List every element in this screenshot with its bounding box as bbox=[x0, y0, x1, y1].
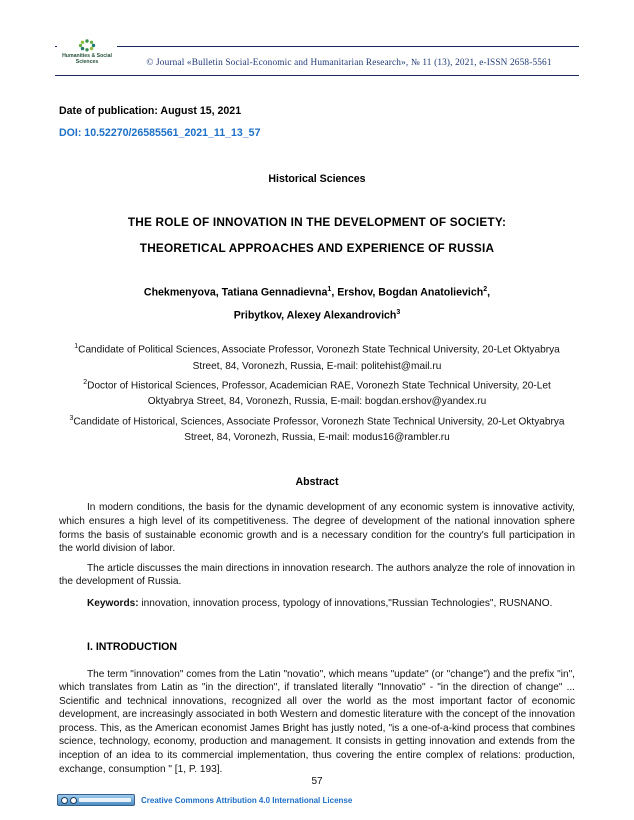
author-1-name: Chekmenyova, Tatiana Gennadievna bbox=[143, 286, 328, 299]
author-3-name: Pribytkov, Alexey Alexandrovich bbox=[233, 309, 397, 322]
article-title-line1: THE ROLE OF INNOVATION IN THE DEVELOPMENT OF SOCIETY: bbox=[127, 215, 507, 229]
journal-header bbox=[55, 46, 579, 76]
affiliation-1-text: Candidate of Political Sciences, Associate Professor, Voronezh State Technical University, 20-Let Oktyabrya Street, 84, Voronezh, Russia, E-mail: politehist@mail.ru bbox=[78, 344, 560, 372]
license-row bbox=[57, 794, 352, 806]
journal-title-bar bbox=[55, 46, 579, 76]
abstract-paragraph-2: The article discusses the main directions in innovation research. The authors analyze the role of innovation in the development of Russia. bbox=[59, 562, 575, 588]
journal-logo bbox=[57, 36, 117, 67]
author-2-affiliation-ref: 2 bbox=[483, 286, 488, 293]
abstract-paragraph-1: In modern conditions, the basis for the dynamic development of any economic system is innovative activity, which ensures a high level of its competitiveness. The degree of development of the national innovation sphere forms the basis of sustainable economic growth and is a necessary condition for the country's full participation in the world division of labor. bbox=[59, 502, 575, 555]
affiliation-2-text: Doctor of Historical Sciences, Professor, Academician RAE, Voronezh State Technical University, 20-Let Oktyabrya Street, 84, Voronezh, Russia, E-mail: bogdan.ershov@yandex.ru bbox=[87, 380, 551, 408]
affiliation-1-ref: 1 bbox=[74, 343, 79, 351]
keywords-line bbox=[59, 597, 575, 611]
humanities-social-sciences-emblem-icon bbox=[74, 37, 100, 52]
journal-logo-text bbox=[59, 53, 115, 65]
introduction-paragraph-1: The term "innovation" comes from the Latin "novatio", which means "update" (or "change") and the prefix "in", which translates from Latin as "in the direction", if translated literally "Innovatio" - "in the direction of change" ... Scientific and technical innovations, recognized all over the world as the most important factor of economic development, are increasingly associated in both Western and domestic literature with the concept of the innovation process. This, as the American economist James Bright has justly noted, "is a one-of-a-kind process that combines science, technology, economy, production and management. It consists in getting innovation and extends from the inception of an idea to its commercial implementation, thus covering the entire complex of relations: production, exchange, consumption " [1, P. 193]. bbox=[59, 668, 576, 775]
logo-text-line2: Sciences bbox=[75, 59, 99, 65]
affiliation-3 bbox=[59, 411, 575, 447]
abstract-heading: Abstract bbox=[295, 476, 339, 489]
keywords-label: Keywords: bbox=[87, 597, 139, 609]
affiliations-block bbox=[59, 339, 575, 446]
author-3-affiliation-ref: 3 bbox=[396, 308, 401, 316]
page-number: 57 bbox=[311, 776, 323, 787]
affiliation-3-text: Candidate of Historical, Sciences, Associate Professor, Voronezh State Technical University, 20-Let Oktyabrya Street, 84, Voronezh, Russia, E-mail: modus16@rambler.ru bbox=[73, 415, 565, 444]
affiliation-2 bbox=[59, 375, 575, 411]
by-icon bbox=[70, 797, 77, 804]
section-label: Historical Sciences bbox=[268, 173, 366, 185]
authors-line bbox=[59, 280, 575, 325]
logo-text-line1: Humanities & Social bbox=[62, 53, 112, 59]
cc-by-license-badge-icon[interactable] bbox=[57, 794, 135, 806]
cc-icon bbox=[61, 797, 68, 804]
creative-commons-license-link[interactable]: Creative Commons Attribution 4.0 International License bbox=[141, 795, 353, 805]
keywords-text: innovation, innovation process, typology of innovations,"Russian Technologies", RUSNANO. bbox=[138, 597, 553, 609]
article-title bbox=[59, 209, 575, 261]
journal-citation-line: © Journal «Bulletin Social-Economic and Humanitarian Research», № 11 (13), 2021, e-ISSN 2658-5561 bbox=[146, 58, 552, 68]
author-2-separator: , bbox=[487, 286, 491, 299]
introduction-heading: I. INTRODUCTION bbox=[87, 640, 178, 653]
publication-date-line: Date of publication: August 15, 2021 bbox=[59, 105, 242, 117]
article-content bbox=[0, 105, 634, 776]
affiliation-1 bbox=[59, 339, 575, 375]
author-2-name: Ershov, Bogdan Anatolievich bbox=[337, 286, 484, 299]
doi-link[interactable]: DOI: 10.52270/26585561_2021_11_13_57 bbox=[59, 127, 261, 139]
affiliation-2-ref: 2 bbox=[83, 378, 88, 386]
article-title-line2: THEORETICAL APPROACHES AND EXPERIENCE OF RUSSIA bbox=[139, 241, 495, 255]
author-1-separator: , bbox=[331, 286, 338, 299]
badge-text-decoration bbox=[79, 798, 131, 802]
doi-line bbox=[59, 127, 575, 139]
author-1-affiliation-ref: 1 bbox=[327, 286, 332, 293]
affiliation-3-ref: 3 bbox=[69, 414, 74, 422]
